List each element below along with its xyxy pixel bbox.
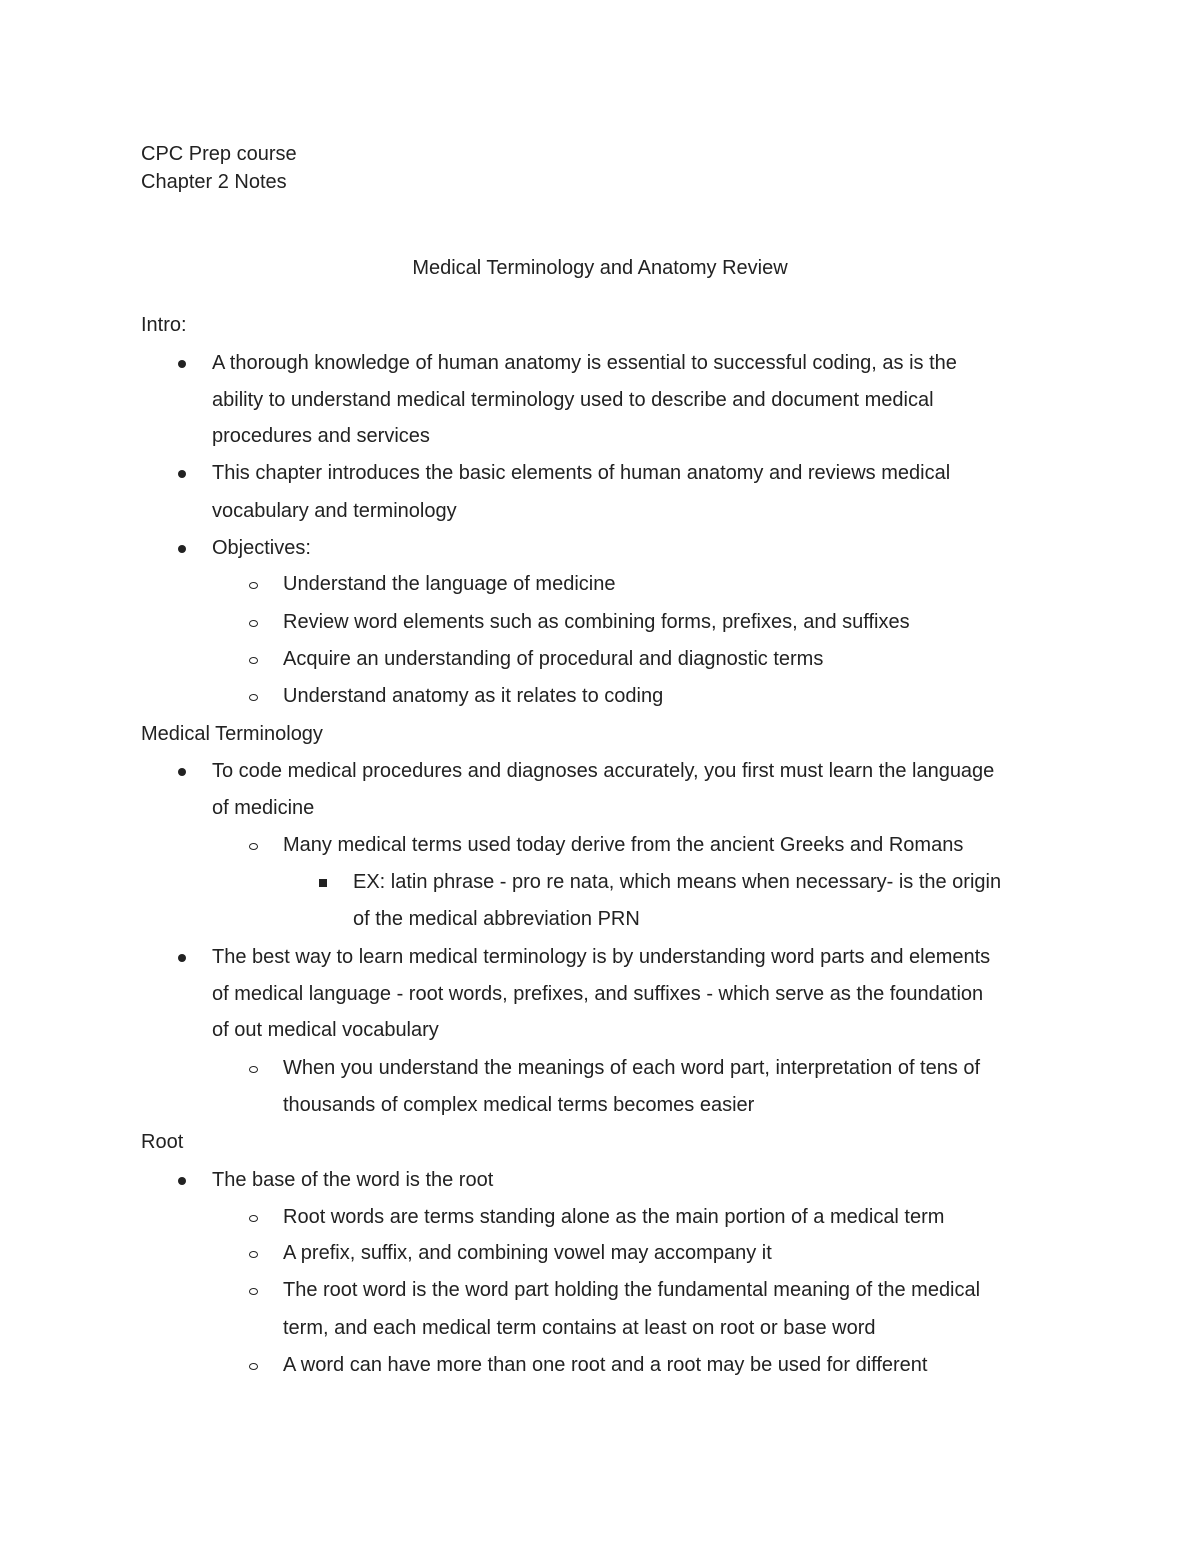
terminology-bullet-2-line-1: The best way to learn medical terminology is by understanding word parts and elements [212, 946, 991, 968]
document-title: Medical Terminology and Anatomy Review [412, 257, 788, 279]
section-heading-terminology: Medical Terminology [141, 723, 323, 745]
root-sub-bullet-4: A word can have more than one root and a root may be used for different [283, 1354, 928, 1376]
terminology-example-line-1: EX: latin phrase - pro re nata, which means when necessary- is the origin [353, 871, 1002, 893]
terminology-example-line-2: of the medical abbreviation PRN [353, 908, 640, 930]
intro-bullet-1-line-2: ability to understand medical terminology used to describe and document medical [212, 389, 934, 411]
bullet-icon [178, 360, 186, 368]
sub-bullet-icon [249, 1066, 258, 1073]
root-sub-bullet-3-line-2: term, and each medical term contains at least on root or base word [283, 1317, 876, 1339]
square-bullet-icon [319, 879, 327, 887]
root-sub-bullet-2: A prefix, suffix, and combining vowel may accompany it [283, 1242, 772, 1264]
bullet-icon [178, 1177, 186, 1185]
terminology-sub-bullet-1: Many medical terms used today derive from the ancient Greeks and Romans [283, 834, 964, 856]
bullet-icon [178, 545, 186, 553]
objective-1: Understand the language of medicine [283, 573, 616, 595]
section-heading-root: Root [141, 1131, 184, 1153]
bullet-icon [178, 954, 186, 962]
sub-bullet-icon [249, 694, 258, 701]
terminology-sub-bullet-2-line-2: thousands of complex medical terms becomes easier [283, 1094, 755, 1116]
terminology-bullet-1-line-1: To code medical procedures and diagnoses accurately, you first must learn the language [212, 760, 995, 782]
objective-4: Understand anatomy as it relates to coding [283, 685, 664, 707]
terminology-sub-bullet-2-line-1: When you understand the meanings of each word part, interpretation of tens of [283, 1057, 981, 1079]
sub-bullet-icon [249, 1251, 258, 1258]
terminology-bullet-1-line-2: of medicine [212, 797, 315, 819]
intro-bullet-2-line-1: This chapter introduces the basic elements of human anatomy and reviews medical [212, 462, 951, 484]
sub-bullet-icon [249, 620, 258, 627]
intro-bullet-1-line-1: A thorough knowledge of human anatomy is essential to successful coding, as is the [212, 352, 957, 374]
objective-2: Review word elements such as combining forms, prefixes, and suffixes [283, 611, 910, 633]
root-sub-bullet-1: Root words are terms standing alone as the main portion of a medical term [283, 1206, 945, 1228]
course-name: CPC Prep course [141, 143, 297, 165]
terminology-bullet-2-line-3: of out medical vocabulary [212, 1019, 439, 1041]
sub-bullet-icon [249, 1288, 258, 1295]
root-bullet-1: The base of the word is the root [212, 1169, 494, 1191]
terminology-bullet-2-line-2: of medical language - root words, prefixes, and suffixes - which serve as the foundation [212, 983, 984, 1005]
bullet-icon [178, 470, 186, 478]
objective-3: Acquire an understanding of procedural and diagnostic terms [283, 648, 824, 670]
intro-bullet-1-line-3: procedures and services [212, 425, 430, 447]
intro-bullet-3: Objectives: [212, 537, 311, 559]
section-heading-intro: Intro: [141, 314, 187, 336]
chapter-label: Chapter 2 Notes [141, 171, 287, 193]
sub-bullet-icon [249, 843, 258, 850]
sub-bullet-icon [249, 582, 258, 589]
sub-bullet-icon [249, 1363, 258, 1370]
intro-bullet-2-line-2: vocabulary and terminology [212, 500, 457, 522]
root-sub-bullet-3-line-1: The root word is the word part holding the fundamental meaning of the medical [283, 1279, 981, 1301]
bullet-icon [178, 768, 186, 776]
sub-bullet-icon [249, 657, 258, 664]
sub-bullet-icon [249, 1215, 258, 1222]
